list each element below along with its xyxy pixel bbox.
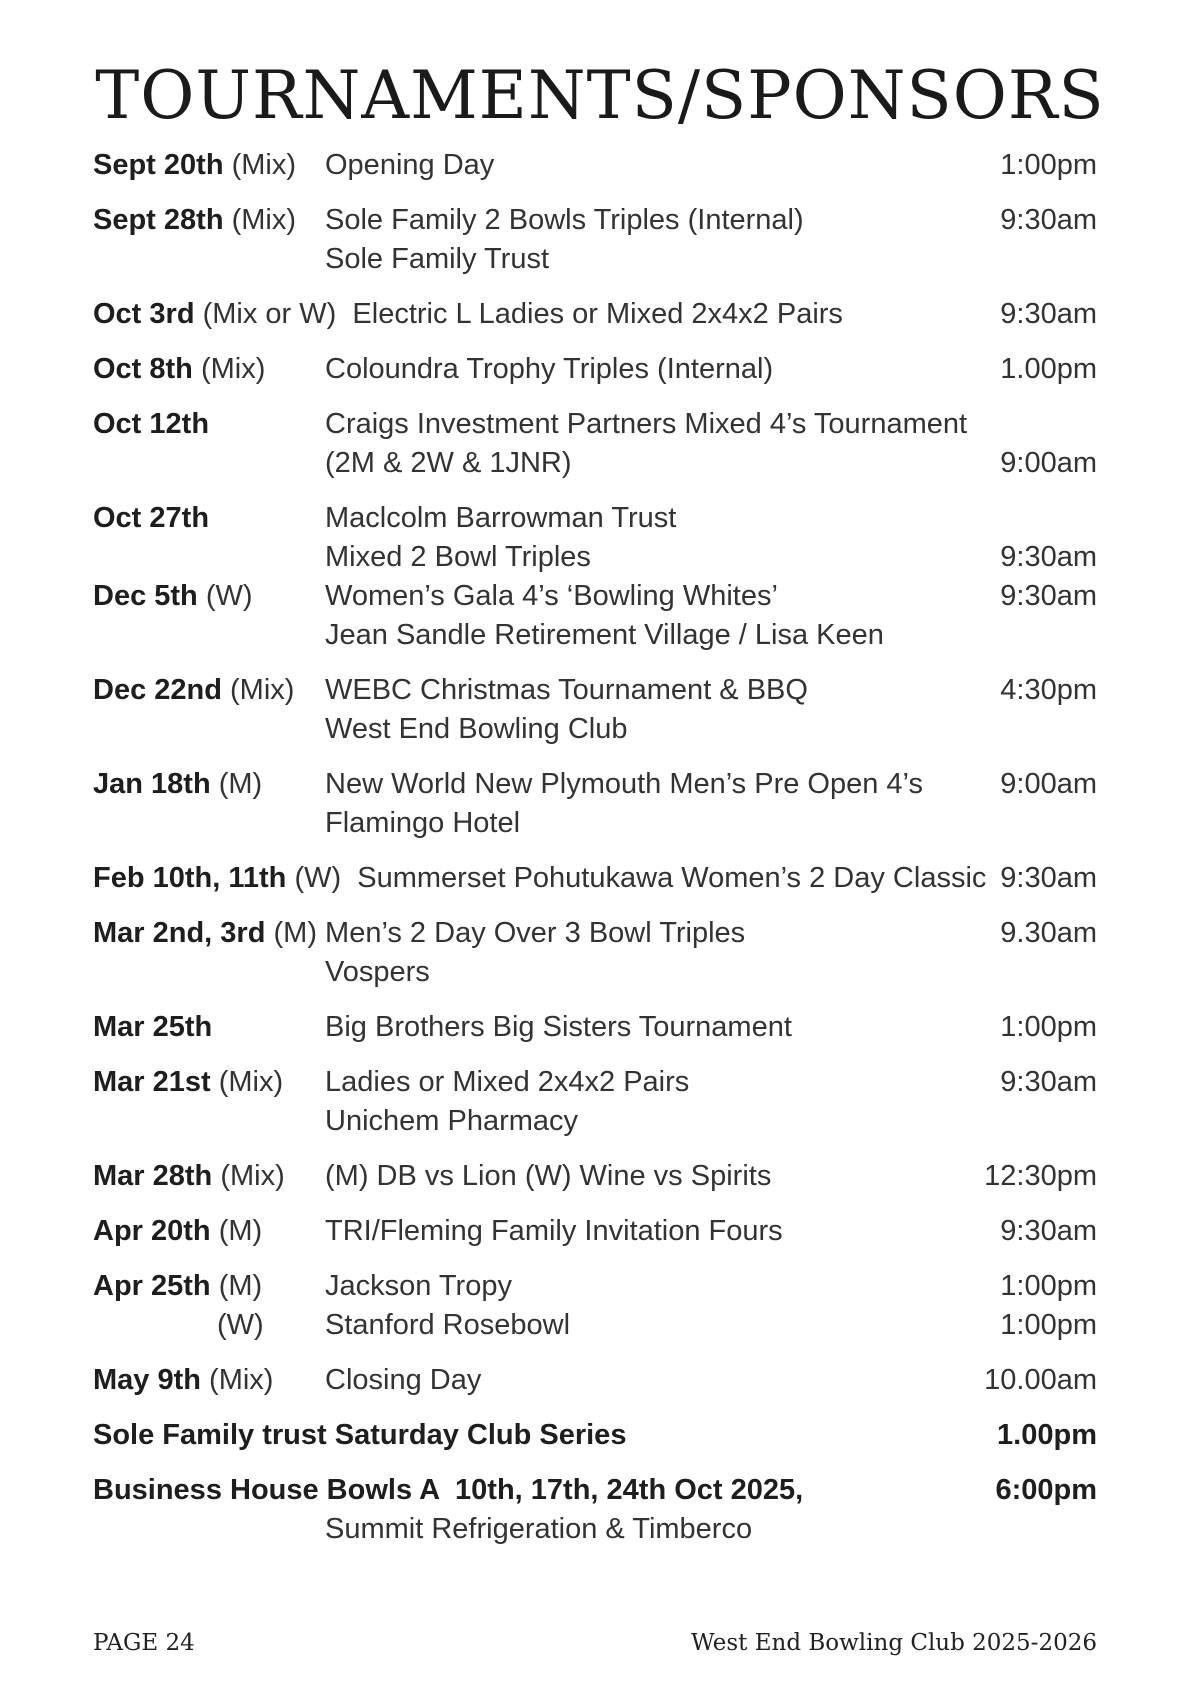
event-name: Electric L Ladies or Mixed 2x4x2 Pairs (352, 298, 843, 330)
event-category: (W) (205, 580, 253, 612)
event-sponsor: Sole Family Trust (325, 243, 549, 275)
event-date: Mar 28th (Mix) (93, 1160, 285, 1192)
event-oct-27 (93, 499, 1097, 577)
event-time: 9:30am (1000, 1215, 1097, 1247)
event-detail: Mixed 2 Bowl Triples (325, 541, 591, 573)
event-date: Jan 18th (M) (93, 768, 263, 800)
event-name: Craigs Investment Partners Mixed 4’s Tournament (325, 408, 968, 440)
event-category: (M) (218, 1215, 263, 1247)
event-time: 10.00am (984, 1364, 1097, 1396)
event-date: Oct 27th (93, 502, 210, 534)
event-date: Dec 22nd (Mix) (93, 674, 295, 706)
event-time: 9:30am (1000, 862, 1097, 894)
page-number: PAGE 24 (93, 1630, 195, 1656)
event-oct-8 (93, 350, 1097, 389)
event-sponsor: Jean Sandle Retirement Village / Lisa Keen (325, 619, 884, 651)
event-name: Men’s 2 Day Over 3 Bowl Triples (325, 917, 746, 949)
event-date: Apr 20th (M) (93, 1215, 263, 1247)
event-name: Coloundra Trophy Triples (Internal) (325, 353, 774, 385)
event-mar-21 (93, 1063, 1097, 1141)
event-sponsor: Flamingo Hotel (325, 807, 521, 839)
series-label: Sole Family trust Saturday Club Series (93, 1419, 627, 1451)
event-date: Sept 20th (Mix) (93, 149, 297, 181)
event-time: 4:30pm (1000, 674, 1097, 706)
tournament-schedule (93, 146, 1097, 1549)
event-time: 12:30pm (984, 1160, 1097, 1192)
event-name: (M) DB vs Lion (W) Wine vs Spirits (325, 1160, 772, 1192)
event-category: (Mix) (230, 674, 295, 706)
event-date: Oct 12th (93, 408, 210, 440)
event-date: May 9th (Mix) (93, 1364, 274, 1396)
event-name: Jackson Tropy (325, 1270, 512, 1302)
event-sponsor: Unichem Pharmacy (325, 1105, 579, 1137)
event-time: 9:30am (1000, 1066, 1097, 1098)
event-sponsor: West End Bowling Club (325, 713, 628, 745)
business-time: 6:00pm (995, 1474, 1097, 1506)
event-jan-18 (93, 765, 1097, 843)
business-label: Business House Bowls A 10th, 17th, 24th Oct 2025, (93, 1474, 804, 1506)
saturday-club-series (93, 1416, 1097, 1455)
event-name: Women’s Gala 4’s ‘Bowling Whites’ (325, 580, 778, 612)
event-time: 1:00pm (1000, 1309, 1097, 1341)
page-footer (93, 1630, 1097, 1670)
event-dec-5 (93, 577, 1097, 655)
event-apr-25 (93, 1267, 1097, 1345)
event-mar-25 (93, 1008, 1097, 1047)
event-time: 9.30am (1000, 917, 1097, 949)
event-time: 9:30am (1000, 298, 1097, 330)
event-category: (Mix or W) (202, 298, 337, 330)
event-category: (Mix) (220, 1160, 285, 1192)
event-dec-22 (93, 671, 1097, 749)
event-name: TRI/Fleming Family Invitation Fours (325, 1215, 783, 1247)
event-time: 1:00pm (1000, 1270, 1097, 1302)
event-date: Apr 25th (M) (93, 1270, 263, 1302)
event-time: 9:30am (1000, 580, 1097, 612)
event-category: (M) (273, 917, 317, 949)
event-name: New World New Plymouth Men’s Pre Open 4’s (325, 768, 923, 800)
event-date: Oct 3rd (Mix or W) Electric L Ladies or Mixed 2x4x2 Pairs (93, 298, 843, 330)
event-sept-28 (93, 201, 1097, 279)
event-sept-20 (93, 146, 1097, 185)
event-mar-28 (93, 1157, 1097, 1196)
event-time: 9:00am (1000, 447, 1097, 479)
event-name: Summerset Pohutukawa Women’s 2 Day Classic (357, 862, 987, 894)
event-time: 1:00pm (1000, 149, 1097, 181)
event-category: (Mix) (218, 1066, 284, 1098)
event-time: 9:00am (1000, 768, 1097, 800)
event-date: Mar 2nd, 3rd (M) Men’s 2 Day Over 3 Bowl Triples (93, 917, 746, 949)
event-category: (W) (294, 862, 342, 894)
event-mar-2-3 (93, 914, 1097, 992)
event-category: (Mix) (231, 149, 297, 181)
event-name: Maclcolm Barrowman Trust (325, 502, 677, 534)
event-category: (Mix) (200, 353, 266, 385)
event-name: WEBC Christmas Tournament & BBQ (325, 674, 808, 706)
event-name: Opening Day (325, 149, 495, 181)
event-date: Dec 5th (W) (93, 580, 253, 612)
event-name: Sole Family 2 Bowls Triples (Internal) (325, 204, 804, 236)
event-name: Ladies or Mixed 2x4x2 Pairs (325, 1066, 690, 1098)
event-category: (M) (218, 768, 263, 800)
event-oct-12 (93, 405, 1097, 483)
event-time: 9:30am (1000, 204, 1097, 236)
event-time: 1.00pm (1000, 353, 1097, 385)
event-category: (Mix) (209, 1364, 274, 1396)
event-feb-10-11 (93, 859, 1097, 898)
event-name: Stanford Rosebowl (325, 1309, 571, 1341)
event-date: Sept 28th (Mix) (93, 204, 297, 236)
event-category: (W) (217, 1309, 264, 1341)
event-time: 9:30am (1000, 541, 1097, 573)
event-name: Big Brothers Big Sisters Tournament (325, 1011, 792, 1043)
event-category: (Mix) (231, 204, 297, 236)
business-sponsor: Summit Refrigeration & Timberco (325, 1513, 753, 1545)
event-detail: (2M & 2W & 1JNR) (325, 447, 572, 479)
event-category: (M) (218, 1270, 263, 1302)
event-sponsor: Vospers (325, 956, 430, 988)
event-date: Mar 21st (Mix) (93, 1066, 284, 1098)
event-apr-20 (93, 1212, 1097, 1251)
event-oct-3 (93, 295, 1097, 334)
event-time: 1:00pm (1000, 1011, 1097, 1043)
club-name: West End Bowling Club 2025-2026 (690, 1630, 1097, 1656)
event-date: Mar 25th (93, 1011, 213, 1043)
event-date: Feb 10th, 11th (W) Summerset Pohutukawa Women’s 2 Day Classic (93, 862, 987, 894)
event-name: Closing Day (325, 1364, 482, 1396)
event-date: Oct 8th (Mix) (93, 353, 266, 385)
event-may-9 (93, 1361, 1097, 1400)
business-house-bowls (93, 1471, 1097, 1549)
series-time: 1.00pm (997, 1419, 1097, 1451)
page-title: TOURNAMENTS/SPONSORS (95, 57, 1105, 134)
